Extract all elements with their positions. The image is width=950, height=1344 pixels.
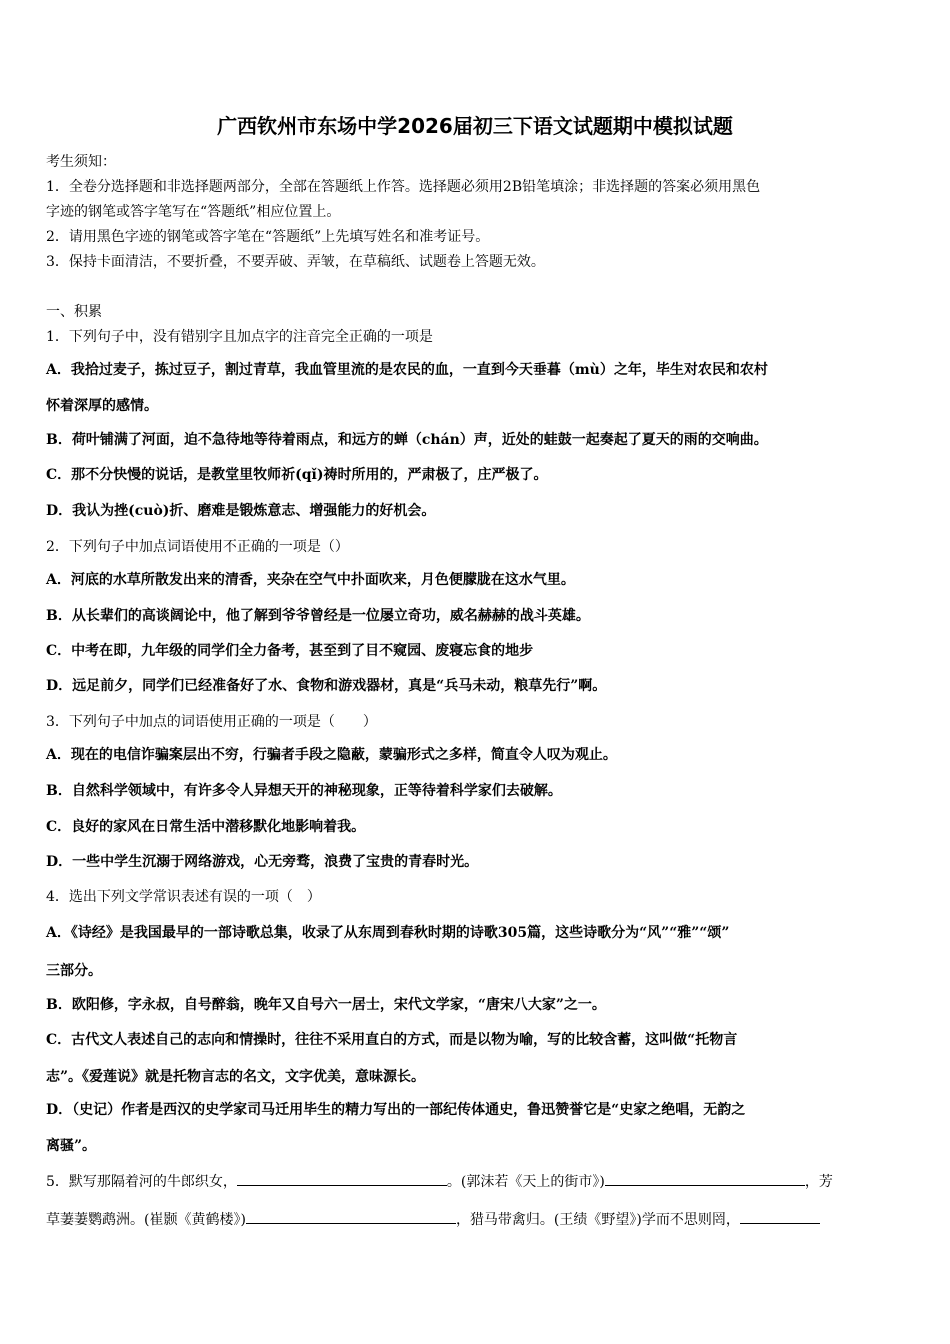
answer-blank-2[interactable] xyxy=(605,1171,805,1186)
section-heading: 一、积累 xyxy=(46,304,102,320)
question-5-text-4: 草萋萋鹦鹉洲。(崔颢《黄鹤楼》) xyxy=(46,1212,246,1228)
question-1-stem: 1．下列句子中，没有错别字且加点字的注音完全正确的一项是 xyxy=(46,329,433,345)
question-3-option-d: D．一些中学生沉溺于网络游戏，心无旁骛，浪费了宝贵的青春时光。 xyxy=(46,854,479,870)
question-5-text-1: 5．默写那隔着河的牛郎织女， xyxy=(46,1174,237,1190)
question-2-option-c: C．中考在即，九年级的同学们全力备考，甚至到了目不窥园、废寝忘食的地步 xyxy=(46,643,534,659)
question-2-option-b: B．从长辈们的高谈阔论中，他了解到爷爷曾经是一位屡立奇功，威名赫赫的战斗英雄。 xyxy=(46,608,590,624)
question-2-option-a: A．河底的水草所散发出来的清香，夹杂在空气中扑面吹来，月色便朦胧在这水气里。 xyxy=(46,572,575,588)
question-5-text-3: ，芳 xyxy=(804,1174,833,1190)
notice-heading: 考生须知： xyxy=(46,154,116,170)
question-1-option-c: C．那不分快慢的说话，是教堂里牧师祈(qǐ)祷时所用的，严肃极了，庄严极了。 xyxy=(46,467,548,483)
notice-item-1: 1．全卷分选择题和非选择题两部分，全部在答题纸上作答。选择题必须用2B铅笔填涂；非选择题的答案必须用黑色 xyxy=(46,179,761,195)
question-3-option-c: C．良好的家风在日常生活中潜移默化地影响着我。 xyxy=(46,819,366,835)
notice-item-2: 2．请用黑色字迹的钢笔或答字笔在“答题纸”上先填写姓名和准考证号。 xyxy=(46,229,490,245)
question-4-stem: 4．选出下列文学常识表述有误的一项（ ） xyxy=(46,889,321,905)
question-4-option-a: A．《诗经》是我国最早的一部诗歌总集，收录了从东周到春秋时期的诗歌305篇，这些诗歌分为“风”“雅”“颂” xyxy=(46,925,730,941)
question-1-option-a-cont: 怀着深厚的感情。 xyxy=(46,398,158,414)
answer-blank-3[interactable] xyxy=(246,1209,456,1224)
question-2-option-d: D．远足前夕，同学们已经准备好了水、食物和游戏器材，真是“兵马未动，粮草先行”啊。 xyxy=(46,678,607,694)
question-5-text-2: 。(郭沫若《天上的街市》) xyxy=(446,1174,605,1190)
answer-blank-1[interactable] xyxy=(237,1171,447,1186)
page-title: 广西钦州市东场中学2026届初三下语文试题期中模拟试题 xyxy=(217,114,733,138)
question-4-option-d-cont: 离骚”。 xyxy=(46,1138,97,1154)
answer-blank-4[interactable] xyxy=(740,1209,820,1224)
question-3-option-a: A．现在的电信诈骗案层出不穷，行骗者手段之隐蔽，蒙骗形式之多样，简直令人叹为观止。 xyxy=(46,747,617,763)
question-2-stem: 2．下列句子中加点词语使用不正确的一项是（） xyxy=(46,539,349,555)
question-4-option-c: C．古代文人表述自己的志向和情操时，往往不采用直白的方式，而是以物为喻，写的比较含蓄，这叫做“托物言 xyxy=(46,1032,738,1048)
question-4-option-a-cont: 三部分。 xyxy=(46,963,102,979)
question-1-option-a: A．我拾过麦子，拣过豆子，割过青草，我血管里流的是农民的血，一直到今天垂暮（mù）之年，毕生对农民和农村 xyxy=(46,362,768,378)
question-5-text-5: ，猎马带禽归。(王绩《野望》)学而不思则罔， xyxy=(455,1212,740,1228)
question-5-line-2 xyxy=(46,1209,820,1230)
question-4-option-d: D．（史记）作者是西汉的史学家司马迁用毕生的精力写出的一部纪传体通史，鲁迅赞誉它是“史家之绝唱，无韵之 xyxy=(46,1102,746,1118)
question-5-line-1 xyxy=(46,1171,833,1192)
question-3-option-b: B．自然科学领域中，有许多令人异想天开的神秘现象，正等待着科学家们去破解。 xyxy=(46,783,562,799)
question-4-option-b: B．欧阳修，字永叔，自号醉翁，晚年又自号六一居士，宋代文学家，“唐宋八大家”之一。 xyxy=(46,997,606,1013)
question-1-option-d: D．我认为挫(cuò)折、磨难是锻炼意志、增强能力的好机会。 xyxy=(46,503,436,519)
notice-item-3: 3．保持卡面清洁，不要折叠，不要弄破、弄皱，在草稿纸、试题卷上答题无效。 xyxy=(46,254,545,270)
notice-item-1-cont: 字迹的钢笔或答字笔写在“答题纸”相应位置上。 xyxy=(46,204,341,220)
question-1-option-b: B．荷叶铺满了河面，迫不急待地等待着雨点，和远方的蝉（chán）声，近处的蛙鼓一起奏起了夏天的雨的交响曲。 xyxy=(46,432,768,448)
question-4-option-c-cont: 志”。《爱莲说》就是托物言志的名文，文字优美，意味源长。 xyxy=(46,1069,426,1085)
question-3-stem: 3．下列句子中加点的词语使用正确的一项是（ ） xyxy=(46,714,377,730)
